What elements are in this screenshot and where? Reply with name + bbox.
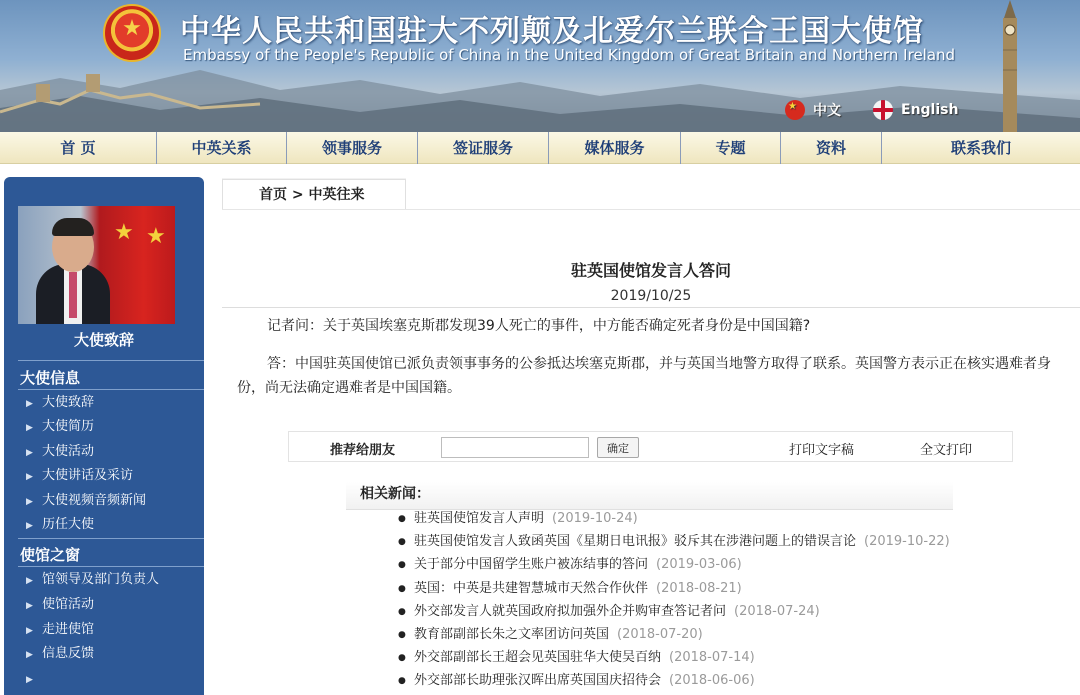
- article-question: 记者问：关于英国埃塞克斯郡发现39人死亡的事件，中方能否确定死者身份是中国国籍?: [267, 318, 811, 334]
- uk-flag-icon: [873, 100, 893, 120]
- related-news-list: [398, 507, 1038, 693]
- nav-item-topics[interactable]: 专题: [681, 132, 781, 164]
- related-news-heading: 相关新闻：: [346, 482, 953, 510]
- site-title-en: Embassy of the People's Republic of China in the United Kingdom of Great Britain and Northern Ireland: [183, 46, 956, 64]
- sidebar-section-ambassador-info: 大使信息: [20, 369, 81, 387]
- nav-item-resources[interactable]: 资料: [781, 132, 882, 164]
- main-nav: [0, 132, 1080, 164]
- related-news-item[interactable]: ● 驻英国使馆发言人声明 (2019-10-24): [398, 507, 1038, 530]
- breadcrumb-underline: [222, 209, 1080, 210]
- site-title-cn: 中华人民共和国驻大不列颠及北爱尔兰联合王国大使馆: [180, 14, 924, 49]
- big-ben-icon: [995, 0, 1025, 132]
- related-news-item[interactable]: ● 外交部发言人就英国政府拟加强外企并购审查答记者问 (2018-07-24): [398, 600, 1038, 623]
- arrow-right-icon: ▶: [26, 399, 33, 409]
- nav-item-contact-us[interactable]: 联系我们: [950, 139, 1011, 157]
- ambassador-portrait[interactable]: [18, 206, 175, 324]
- related-news-item[interactable]: ● 英国：中英是共建智慧城市天然合作伙伴 (2018-08-21): [398, 577, 1038, 600]
- lang-chinese-link[interactable]: [785, 97, 841, 123]
- bullet-icon: ●: [398, 583, 406, 594]
- sidebar-item-embassy-leaders[interactable]: ▶ 馆领导及部门负责人: [26, 569, 159, 591]
- sidebar-item-ambassador-activities[interactable]: ▶ 大使活动: [26, 441, 94, 463]
- sidebar-item-embassy-activities[interactable]: ▶ 使馆活动: [26, 594, 94, 616]
- arrow-right-icon: ▶: [26, 472, 33, 482]
- print-text-link[interactable]: 打印文字稿: [789, 443, 855, 458]
- recommend-label: 推荐给朋友: [330, 443, 396, 458]
- arrow-right-icon: ▶: [26, 675, 33, 685]
- sidebar-divider: [18, 389, 204, 390]
- article-title: 驻英国使馆发言人答问: [570, 261, 731, 280]
- sidebar-item-ambassador-profile[interactable]: ▶ 大使简历: [26, 416, 94, 438]
- breadcrumb-current-link[interactable]: 中英往来: [308, 187, 365, 203]
- related-news-item[interactable]: ● 外交部部长助理张汉晖出席英国国庆招待会 (2018-06-06): [398, 669, 1038, 692]
- sidebar-item-more[interactable]: [26, 668, 42, 690]
- nav-item-media-services[interactable]: 媒体服务: [549, 132, 681, 164]
- arrow-right-icon: ▶: [26, 650, 33, 660]
- national-emblem-icon: [103, 4, 161, 62]
- flag-star-icon: ★: [114, 220, 134, 245]
- sidebar-item-former-ambassadors[interactable]: ▶ 历任大使: [26, 514, 94, 536]
- related-news-item[interactable]: ● 教育部副部长朱之文率团访问英国 (2018-07-20): [398, 623, 1038, 646]
- related-news-item[interactable]: ● 驻英国使馆发言人致函英国《星期日电讯报》驳斥其在涉港问题上的错误言论 (2019-10-22): [398, 530, 1038, 553]
- arrow-right-icon: ▶: [26, 521, 33, 531]
- print-all-link[interactable]: 全文打印: [920, 443, 973, 458]
- site-banner: [0, 0, 1080, 132]
- recommend-bar: [288, 431, 1013, 462]
- bullet-icon: ●: [398, 606, 406, 617]
- breadcrumb-home-link[interactable]: 首页: [259, 187, 287, 203]
- flag-star-icon: ★: [146, 224, 166, 249]
- lang-chinese-label: 中文: [813, 103, 841, 119]
- bullet-icon: ●: [398, 653, 406, 664]
- arrow-right-icon: ▶: [26, 601, 33, 611]
- sidebar-item-ambassador-remarks[interactable]: ▶ 大使致辞: [26, 392, 94, 414]
- ambassador-remarks-caption[interactable]: 大使致辞: [73, 331, 134, 349]
- lang-english-label: English: [901, 102, 959, 118]
- sidebar-section-embassy-window: 使馆之窗: [20, 546, 81, 564]
- sidebar-item-about-embassy[interactable]: ▶ 走进使馆: [26, 619, 94, 641]
- nav-item-consular-services[interactable]: 领事服务: [287, 132, 418, 164]
- bullet-icon: ●: [398, 514, 406, 524]
- article-answer: 答：中国驻英国使馆已派负责领事事务的公参抵达埃塞克斯郡，并与英国当地警方取得了联系。英国警方表示正在核实遇难者身份，尚无法确定遇难者是中国国籍。: [237, 356, 1051, 396]
- arrow-right-icon: ▶: [26, 576, 33, 586]
- china-flag-icon: [785, 100, 805, 120]
- nav-item-visa-services[interactable]: 签证服务: [418, 132, 549, 164]
- arrow-right-icon: ▶: [26, 423, 33, 433]
- sidebar-divider: [18, 566, 204, 567]
- sidebar-divider: [18, 360, 204, 361]
- nav-item-china-uk-relations[interactable]: 中英关系: [157, 132, 287, 164]
- article-date: 2019/10/25: [610, 288, 692, 304]
- lang-english-link[interactable]: [873, 97, 958, 123]
- related-news-item[interactable]: ● 外交部副部长王超会见英国驻华大使吴百纳 (2018-07-14): [398, 646, 1038, 669]
- bullet-icon: ●: [398, 537, 406, 548]
- recommend-submit-button[interactable]: 确定: [597, 437, 639, 458]
- arrow-right-icon: ▶: [26, 626, 33, 636]
- sidebar-item-speeches-interviews[interactable]: ▶ 大使讲话及采访: [26, 465, 133, 487]
- sidebar-item-feedback[interactable]: ▶ 信息反馈: [26, 643, 94, 665]
- bullet-icon: ●: [398, 629, 406, 640]
- article-divider: [222, 307, 1080, 308]
- bullet-icon: ●: [398, 676, 406, 687]
- sidebar: [4, 177, 204, 695]
- sidebar-item-video-audio-news[interactable]: ▶ 大使视频音频新闻: [26, 490, 146, 512]
- breadcrumb-separator: >: [291, 187, 304, 203]
- sidebar-divider: [18, 538, 204, 539]
- nav-item-home[interactable]: 首 页: [0, 132, 157, 164]
- bullet-icon: ●: [398, 560, 406, 571]
- arrow-right-icon: ▶: [26, 497, 33, 507]
- breadcrumb: [222, 179, 406, 209]
- related-news-item[interactable]: ● 关于部分中国留学生账户被冻结事的答问 (2019-03-06): [398, 553, 1038, 576]
- recommend-email-input[interactable]: [441, 437, 589, 458]
- arrow-right-icon: ▶: [26, 448, 33, 458]
